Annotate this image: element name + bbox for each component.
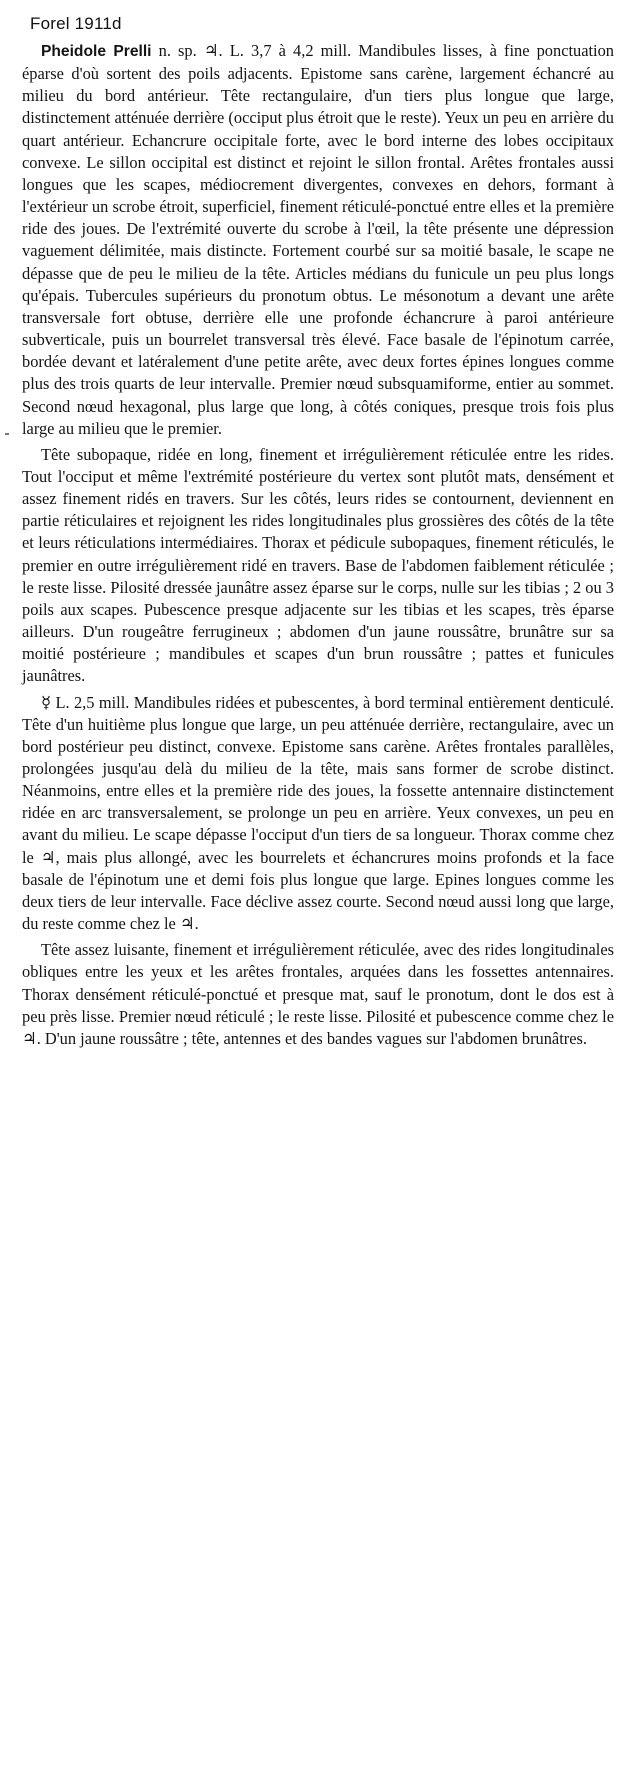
- margin-tick-mark: [5, 433, 9, 435]
- soldier-description-text: n. sp. ♃. L. 3,7 à 4,2 mill. Mandibules lisses, à fine ponctuation éparse d'où sortent des poils adjacents. Epistome sans carène, largement échancré au milieu du bord antérieur. Tête rectangulaire, d'un tiers plus longue que large, distinctement atténuée derrière (occiput plus étroit que le reste). Yeux un peu en arrière du quart antérieur. Echancrure occipitale forte, avec le bord interne des lobes occipitaux convexe. Le sillon occipital est distinct et rejoint le sillon frontal. Arêtes frontales aussi longues que les scapes, médiocrement divergentes, convexes en dehors, formant à l'extérieur un scrobe étroit, superficiel, finement réticulé-ponctué entre elles et la première ride des joues. De l'extrémité ouverte du scrobe à l'œil, la tête présente une dépression vaguement délimitée, mais distincte. Fortement courbé sur sa moitié basale, le scape ne dépasse que de peu le milieu de la tête. Articles médians du funicule un peu plus longs qu'épais. Tubercules supérieurs du pronotum obtus. Le mésonotum a devant une arête transversale fort obtuse, derrière elle une profonde échancrure à paroi antérieure subverticale, puis un bourrelet transversal très élevé. Face basale de l'épinotum carrée, bordée devant et latéralement d'une petite arête, avec deux fortes épines longues comme plus des trois quarts de leur intervalle. Premier nœud subsquamiforme, entier au sommet. Second nœud hexagonal, plus large que long, à côtés coniques, presque trois fois plus large au milieu que le premier.: [22, 41, 614, 438]
- description-paragraph-soldier-sculpture: Tête subopaque, ridée en long, finement et irrégulièrement réticulée entre les rides. Tout l'occiput et même l'extrémité postérieure du vertex sont plutôt mats, densément et assez finement ridés en travers. Sur les côtés, leurs rides se contournent, deviennent en partie réticulaires et rejoignent les rides longitudinales plus grossières des côtés de la tête et leurs réticulations intermédiaires. Thorax et pédicule subopaques, finement réticulés, le premier en outre irrégulièrement ridé en travers. Base de l'abdomen faiblement réticulée ; le reste lisse. Pilosité dressée jaunâtre assez éparse sur le corps, nulle sur les tibias ; 2 ou 3 poils aux scapes. Pubescence presque adjacente sur les tibias et les scapes, très éparse ailleurs. D'un rougeâtre ferrugineux ; abdomen d'un jaune roussâtre, brunâtre sur sa moitié postérieure ; mandibules et scapes d'un brun roussâtre ; pattes et funicules jaunâtres.: [22, 444, 614, 686]
- species-description: [22, 40, 614, 1054]
- description-paragraph-worker: ☿ L. 2,5 mill. Mandibules ridées et pubescentes, à bord terminal entièrement denticulé. Tête d'un huitième plus longue que large, un peu atténuée derrière, rectangulaire, avec un bord postérieur peu distinct, convexe. Epistome sans carène. Arêtes frontales parallèles, prolongées jusqu'au delà du milieu de la tête, mais sans former de scrobe distinct. Néanmoins, entre elles et la première ride des joues, la fossette antennaire distinctement ridée en arc transversalement, se prolonge un peu en arrière. Yeux convexes, un peu en avant du milieu. Le scape dépasse l'occiput d'un tiers de sa longueur. Thorax comme chez le ♃, mais plus allongé, avec les bourrelets et échancrures moins profonds et la face basale de l'épinotum une et demi fois plus longue que large. Epines longues comme les deux tiers de leur intervalle. Face déclive assez courte. Second nœud aussi long que large, du reste comme chez le ♃.: [22, 692, 614, 934]
- description-paragraph-worker-sculpture: Tête assez luisante, finement et irrégulièrement réticulée, avec des rides longitudinales obliques entre les yeux et les arêtes frontales, arquées dans les fossettes antennaires. Thorax densément réticulé-ponctué et presque mat, sauf le pronotum, dont le dos est à peu près lisse. Premier nœud réticulé ; le reste lisse. Pilosité et pubescence comme chez le ♃. D'un jaune roussâtre ; tête, antennes et des bandes vagues sur l'abdomen brunâtres.: [22, 940, 614, 1048]
- citation-header: Forel 1911d: [30, 14, 122, 33]
- description-paragraph-soldier: [22, 40, 614, 440]
- species-name: Pheidole Prelli: [41, 43, 152, 60]
